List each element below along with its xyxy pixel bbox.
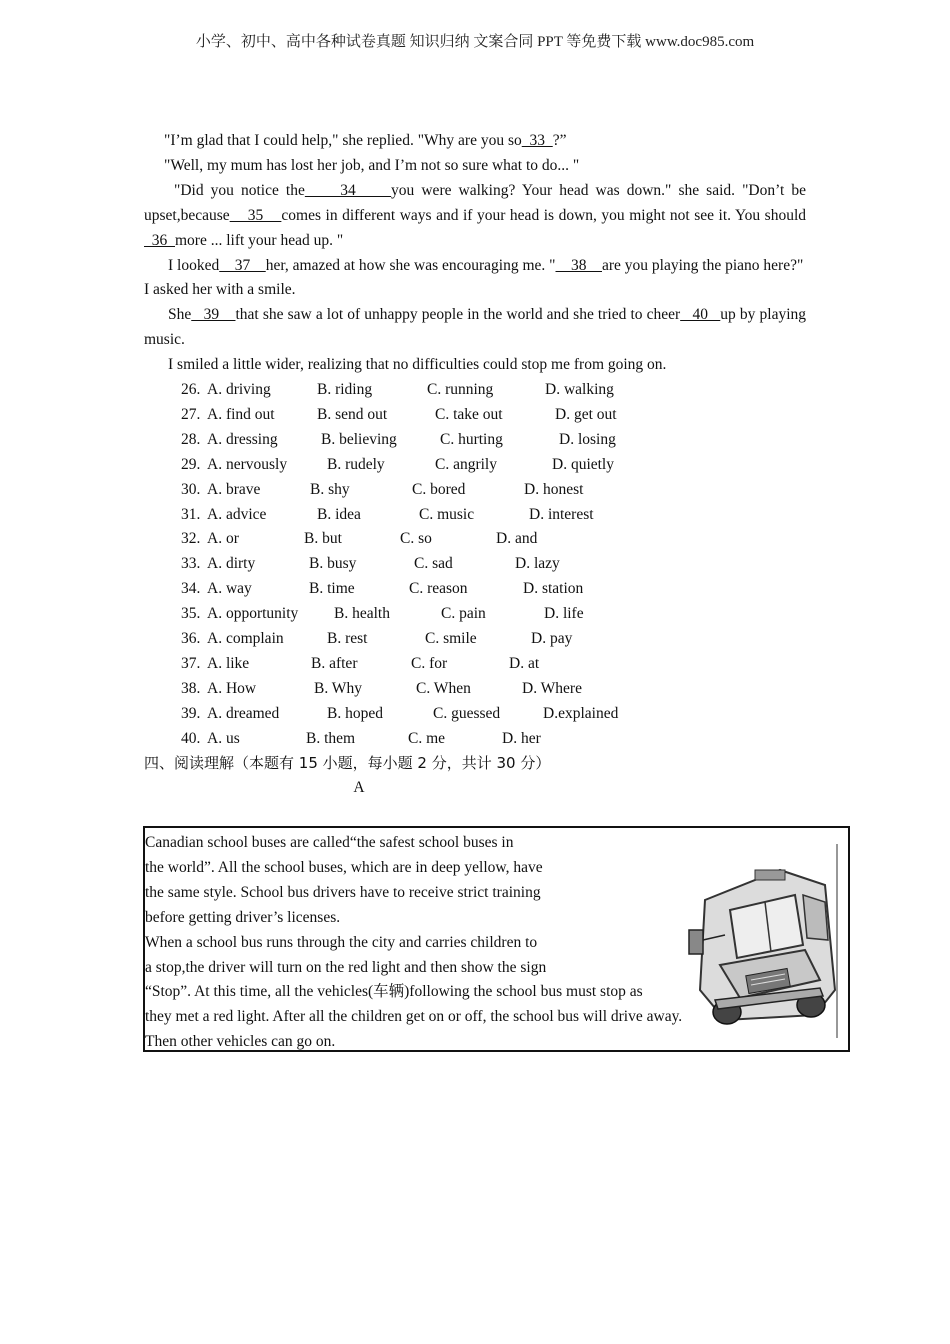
option-row: 40. A. us B. them C. me D. her [181,729,541,747]
passage-paragraph: I asked her with a smile. [144,281,296,299]
option-row: 26. A. driving B. riding C. running D. walking [181,381,614,399]
option-row: 37. A. like B. after C. for D. at [181,654,540,672]
option-row: 28. A. dressing B. believing C. hurting D. losing [181,430,616,448]
blank-37: 37 [219,256,266,274]
reading-passage-box [143,826,850,1052]
blank-40: 40 [680,306,721,324]
passage-line: they met a red light. After all the children get on or off, the school bus will drive away. [145,1008,683,1026]
passage-line: “Stop”. At this time, all the vehicles(车辆)following the school bus must stop as [145,983,643,1001]
options-list [144,378,806,751]
passage-line: When a school bus runs through the city and carries children to [145,933,538,951]
option-row: 27. A. find out B. send out C. take out D. get out [181,405,617,423]
blank-38: 38 [555,256,602,274]
blank-35: 35 [229,206,282,224]
passage-label: A [353,779,365,797]
reading-passage-text [145,831,683,1052]
option-row: 33. A. dirty B. busy C. sad D. lazy [181,555,560,573]
passage-paragraph: I looked 37 her, amazed at how she was encouraging me. " 38 are you playing the piano here?" [168,256,804,274]
option-row: 30. A. brave B. shy C. bored D. honest [181,480,584,498]
passage-line: a stop,the driver will turn on the red light and then show the sign [145,958,547,976]
blank-34: 34 [304,181,392,199]
passage-paragraph: "Did you notice the 34 you were walking? Your head was down." she said. "Don’t be upset,because 35 comes in different ways and if your head is down, you might not see it. You should 36 more ... lift your head up. " [144,181,807,249]
blank-33: 33 [521,132,553,149]
exam-content [144,129,806,801]
option-row: 35. A. opportunity B. health C. pain D. life [181,605,584,623]
option-row: 34. A. way B. time C. reason D. station [181,580,584,598]
option-row: 31. A. advice B. idea C. music D. interest [181,505,594,523]
option-row: 38. A. How B. Why C. When D. Where [181,679,582,697]
passage-line: Then other vehicles can go on. [145,1033,336,1051]
section-title: 四、阅读理解（本题有 15 小题，每小题 2 分，共计 30 分） [144,754,551,773]
page-header: 小学、初中、高中各种试卷真题 知识归纳 文案合同 PPT 等免费下载 www.doc985.com [195,34,755,50]
option-row: 32. A. or B. but C. so D. and [181,530,538,548]
option-row: 36. A. complain B. rest C. smile D. pay [181,629,573,647]
passage-line: Canadian school buses are called“the safest school buses in [145,834,514,851]
school-bus-illustration-icon [685,840,843,1040]
blank-39: 39 [191,306,236,324]
passage-paragraph: She 39 that she saw a lot of unhappy people in the world and she tried to cheer 40 up by playing music. [144,306,807,349]
passage-paragraph: "Well, my mum has lost her job, and I’m not so sure what to do... " [164,156,580,174]
passage-line: before getting driver’s licenses. [145,908,341,926]
passage-line: the same style. School bus drivers have to receive strict training [145,883,541,901]
passage-paragraph: I smiled a little wider, realizing that no difficulties could stop me from going on. [168,356,667,374]
option-row: 39. A. dreamed B. hoped C. guessed D.explained [181,704,619,722]
blank-36: 36 [144,231,175,249]
passage-line: the world”. All the school buses, which are in deep yellow, have [145,858,543,876]
passage-paragraph: "I’m glad that I could help," she replied. "Why are you so 33 ?” [164,132,567,149]
option-row: 29. A. nervously B. rudely C. angrily D. quietly [181,455,614,473]
